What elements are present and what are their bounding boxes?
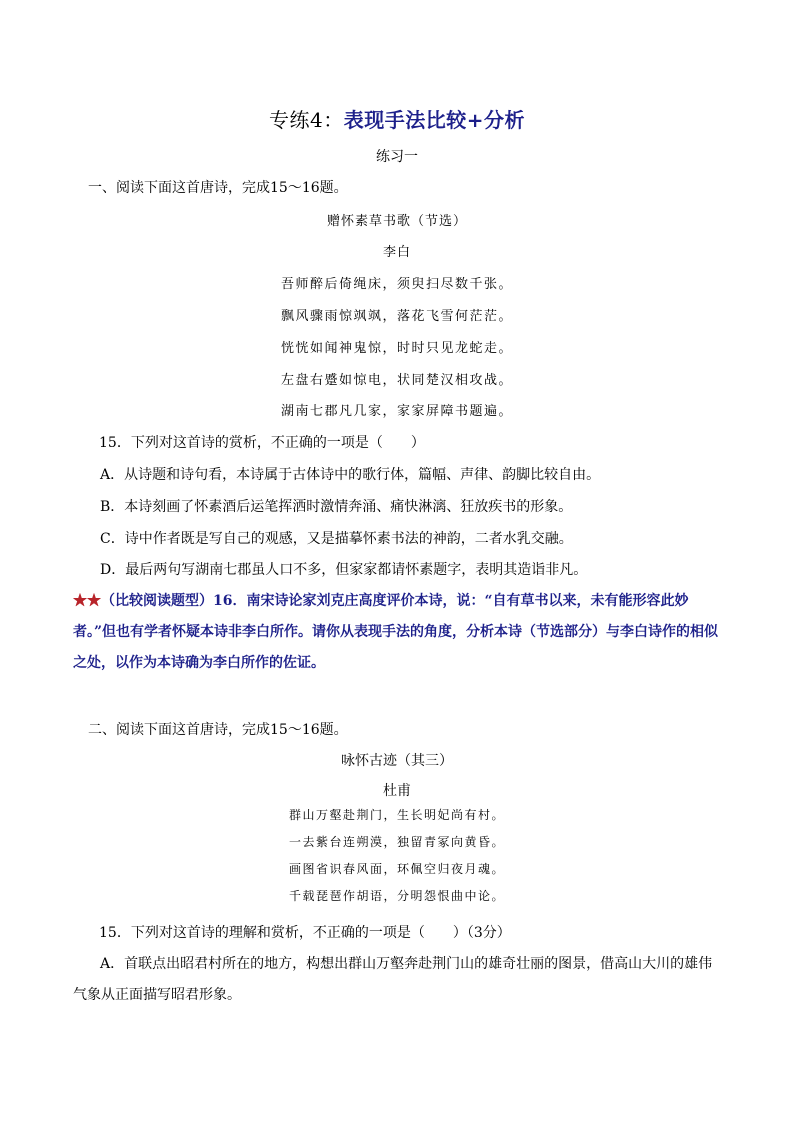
page-title: [0, 104, 794, 133]
part1-author: 李白: [382, 245, 411, 260]
title-prefix: 专练4：: [269, 108, 344, 132]
part2-poem-line: 千载琵琶作胡语，分明怨恨曲中论。: [288, 889, 505, 903]
part2-poem-line: 一去紫台连朔漠，独留青冢向黄昏。: [288, 835, 505, 849]
part1-poem-line: 吾师醉后倚绳床，须臾扫尽数千张。: [280, 277, 513, 292]
part1-poem-line: 飘风骤雨惊飒飒，落花飞雪何茫茫。: [280, 309, 513, 324]
part2-author: 杜甫: [383, 783, 411, 799]
exercise-label: 练习一: [376, 149, 418, 165]
part1-option-d: D．最后两句写湖南七郡虽人口不多，但家家都请怀素题字，表明其造诣非凡。: [100, 562, 588, 578]
question-16-text: 16．南宋诗论家刘克庄高度评价本诗，说：“自有草书以来，未有能形容此妙者。”但也有学者怀疑本诗非李白所作。请你从表现手法的角度，分析本诗（节选部分）与李白诗作的相似之处，以作为本诗确为李白所作的佐证。: [73, 593, 719, 671]
part1-option-a: A．从诗题和诗句看，本诗属于古体诗中的歌行体，篇幅、声律、韵脚比较自由。: [100, 467, 601, 483]
title-main: 表现手法比较+分析: [343, 108, 525, 132]
part1-poem-title: 赠怀素草书歌（节选）: [326, 214, 467, 229]
part1-option-c: C．诗中作者既是写自己的观感，又是描摹怀素书法的神韵，二者水乳交融。: [100, 531, 573, 547]
difficulty-stars: ★★: [73, 593, 101, 609]
part1-option-b: B．本诗刻画了怀素酒后运笔挥洒时激情奔涌、痛快淋漓、狂放疾书的形象。: [100, 499, 573, 515]
part2-intro: 二、阅读下面这首唐诗，完成15～16题。: [88, 722, 348, 738]
part2-question-15: 15．下列对这首诗的理解和赏析，不正确的一项是（ ）（3分）: [99, 925, 511, 941]
part1-poem-line: 恍恍如闻神鬼惊，时时只见龙蛇走。: [280, 341, 513, 356]
part1-question-16: [73, 586, 723, 679]
question-type-tag: （比较阅读题型）: [101, 593, 213, 609]
part1-poem-line: 左盘右蹙如惊电，状同楚汉相攻战。: [280, 373, 513, 388]
part2-poem-line: 画图省识春风面，环佩空归夜月魂。: [288, 862, 505, 876]
part2-poem-title: 咏怀古迹（其三）: [341, 753, 453, 769]
part1-intro: 一、阅读下面这首唐诗，完成15～16题。: [88, 180, 348, 196]
part2-poem-line: 群山万壑赴荆门，生长明妃尚有村。: [288, 808, 505, 822]
part2-option-a: A．首联点出昭君村所在的地方，构想出群山万壑奔赴荆门山的雄奇壮丽的图景，借高山大川的雄伟气象从正面描写昭君形象。: [73, 956, 713, 1003]
part1-question-15: 15．下列对这首诗的赏析，不正确的一项是（ ）: [99, 435, 425, 451]
part1-poem-line: 湖南七郡凡几家，家家屏障书题遍。: [280, 404, 513, 419]
